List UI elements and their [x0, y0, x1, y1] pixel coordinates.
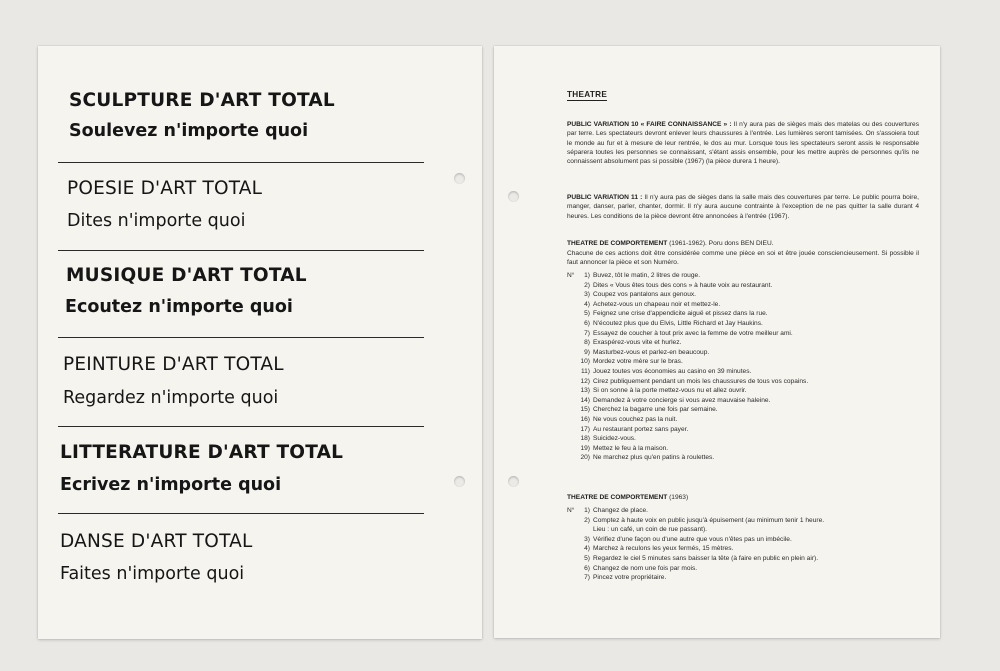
number-prefix: N°: [567, 272, 575, 279]
divider: [58, 426, 424, 427]
item-number: 10): [580, 358, 590, 366]
item-number: 3): [584, 291, 590, 299]
art-command: Regardez n'importe quoi: [63, 388, 279, 408]
comportement-intro: Chacune de ces actions doit être considérée comme une pièce en soi et être jouée consciencieusement. Si possible il faut annoncer la pièce et son Numéro.: [567, 250, 919, 267]
list-item: [567, 329, 923, 339]
item-number: 13): [580, 387, 590, 395]
art-command: Ecoutez n'importe quoi: [65, 297, 293, 317]
punch-hole: [508, 476, 519, 487]
variation-text: Il n'y aura pas de sièges dans la salle mais des couvertures par terre. Le public pourra boire, manger, danser, parler, chanter, dormir. Il n'y aura aucune contrainte à l'exception de ne pas quitter la salle durant 4 heures. Les conditions de la pièce devront être annoncées à l'entrée (1967).: [567, 194, 919, 220]
item-number: 3): [584, 535, 590, 543]
list-item: [567, 444, 923, 454]
list-item: [567, 425, 923, 435]
list-item: [567, 348, 923, 358]
divider: [58, 162, 424, 163]
list-item: [567, 377, 923, 387]
section-dates: (1963): [669, 494, 689, 501]
public-variation-11: [567, 193, 919, 221]
variation-text: Il n'y aura pas de sièges mais des matelas ou des couvertures par terre. Les spectateurs devront enlever leurs chaussures à l'entrée. Les lumières seront tamisées. On s'assoiera tout le monde au fur et à mesure de leur rentrée, le dos au mur. Lorsque tous les spectateurs seront assis le responsable séparera toutes les personnes se connaissant, s'étant assis ensemble, pour les mettre auprès de personnes qu'ils ne connaissent absolument pas si possible (1967) (la pièce durera 1 heure).: [567, 121, 919, 166]
variation-label: PUBLIC VARIATION 10 « FAIRE CONNAISSANCE » :: [567, 121, 732, 128]
item-number: 8): [584, 339, 590, 347]
item-text: Essayez de coucher à tout prix avec la femme de votre meilleur ami.: [593, 329, 793, 337]
list-item: [567, 564, 923, 574]
comportement-heading-1: [567, 239, 919, 248]
item-text: Feignez une crise d'appendicite aiguë et pissez dans la rue.: [593, 310, 768, 318]
divider: [58, 337, 424, 338]
punch-hole: [454, 173, 465, 184]
art-heading: SCULPTURE D'ART TOTAL: [69, 90, 335, 111]
item-text: Masturbez-vous et parlez-en beaucoup.: [593, 348, 710, 356]
item-text: Pincez votre propriétaire.: [593, 574, 667, 582]
list-item: [567, 290, 923, 300]
item-text: N'écoutez plus que du Elvis, Little Richard et Jay Haukins.: [593, 319, 763, 327]
item-number: 7): [584, 329, 590, 337]
left-sheet: [38, 46, 482, 639]
comportement-list-2: [567, 506, 923, 583]
item-number: 15): [580, 406, 590, 414]
public-variation-10: [567, 120, 919, 166]
variation-label: PUBLIC VARIATION 11 :: [567, 194, 643, 201]
art-heading: MUSIQUE D'ART TOTAL: [66, 265, 307, 286]
item-number: 11): [580, 367, 590, 375]
item-text: Changez de place.: [593, 507, 648, 514]
item-text: Dites « Vous êtes tous des cons » à haute voix au restaurant.: [593, 281, 773, 289]
list-item: [567, 573, 923, 583]
item-number: 4): [584, 300, 590, 308]
item-text: Achetez-vous un chapeau noir et mettez-le.: [593, 300, 721, 308]
item-number: 2): [584, 281, 590, 289]
item-text: Cherchez la bagarre une fois par semaine.: [593, 406, 718, 414]
comportement-heading-2: [567, 493, 919, 502]
section-label: THEATRE DE COMPORTEMENT: [567, 240, 668, 247]
item-text: Coupez vos pantalons aux genoux.: [593, 291, 697, 299]
list-item: [567, 516, 923, 526]
item-number: 17): [580, 425, 590, 433]
item-number: 1): [584, 507, 590, 514]
item-text: Cirez publiquement pendant un mois les chaussures de tous vos copains.: [593, 377, 809, 385]
item-text: Ne marchez plus qu'en patins à roulettes.: [593, 454, 715, 462]
item-text-continuation: Lieu : un café, un coin de rue passant).: [593, 526, 707, 534]
item-text: Ne vous couchez pas la nuit.: [593, 415, 678, 423]
item-text: Jouez toutes vos économies au casino en 39 minutes.: [593, 367, 752, 375]
punch-hole: [454, 476, 465, 487]
list-item: [567, 281, 923, 291]
list-item: [567, 309, 923, 319]
list-item: [567, 357, 923, 367]
list-item: [567, 453, 923, 463]
list-item: [567, 554, 923, 564]
item-text: Buvez, tôt le matin, 2 litres de rouge.: [593, 272, 701, 279]
divider: [58, 250, 424, 251]
item-number: 6): [584, 319, 590, 327]
page-title: THEATRE: [567, 90, 608, 99]
item-number: 5): [584, 310, 590, 318]
item-text: Vérifiez d'une façon ou d'une autre que vous n'êtes pas un imbécile.: [593, 535, 792, 543]
list-item: [567, 415, 923, 425]
item-text: Marchez à reculons les yeux fermés, 15 mètres.: [593, 545, 734, 553]
list-item: [567, 338, 923, 348]
art-command: Ecrivez n'importe quoi: [60, 475, 282, 495]
art-heading: POESIE D'ART TOTAL: [67, 178, 263, 199]
item-number: 4): [584, 545, 590, 553]
item-number: 14): [580, 396, 590, 404]
item-text: Comptez à haute voix en public jusqu'à épuisement (au minimum tenir 1 heure.: [593, 516, 825, 524]
art-heading: PEINTURE D'ART TOTAL: [63, 354, 284, 375]
divider: [58, 513, 424, 514]
item-text: Changez de nom une fois par mois.: [593, 564, 698, 572]
list-item: [567, 367, 923, 377]
art-heading: LITTERATURE D'ART TOTAL: [60, 442, 344, 463]
item-text: Demandez à votre concierge si vous avez mauvaise haleine.: [593, 396, 771, 404]
item-text: Au restaurant portez sans payer.: [593, 425, 689, 433]
list-item: [567, 319, 923, 329]
section-dates: (1961-1962). Poru dons BEN DIEU.: [669, 240, 774, 247]
list-item: [567, 506, 923, 516]
item-number: 20): [580, 454, 590, 462]
number-prefix: N°: [567, 507, 575, 514]
section-label: THEATRE DE COMPORTEMENT: [567, 494, 668, 501]
art-command: Soulevez n'importe quoi: [69, 121, 309, 141]
item-number: 7): [584, 574, 590, 582]
item-text: Regardez le ciel 5 minutes sans baisser la tête (à faire en public en plein air).: [593, 554, 819, 562]
list-item: [567, 386, 923, 396]
art-command: Dites n'importe quoi: [67, 211, 246, 231]
item-number: 1): [584, 272, 590, 279]
item-number: 5): [584, 554, 590, 562]
item-number: 16): [580, 415, 590, 423]
item-text: Mordez votre mère sur le bras.: [593, 358, 683, 366]
item-text: Si on sonne à la porte mettez-vous nu et allez ouvrir.: [593, 387, 747, 395]
art-heading: DANSE D'ART TOTAL: [60, 531, 253, 552]
list-item: [567, 405, 923, 415]
right-sheet: [494, 46, 940, 638]
list-item: [567, 434, 923, 444]
item-text: Suicidez-vous.: [593, 435, 636, 443]
item-number: 18): [580, 435, 590, 443]
item-number: 9): [584, 348, 590, 356]
item-number: 2): [584, 516, 590, 524]
punch-hole: [508, 191, 519, 202]
item-number: 12): [580, 377, 590, 385]
list-item: [567, 271, 923, 281]
art-command: Faites n'importe quoi: [60, 564, 245, 584]
item-number: 6): [584, 564, 590, 572]
list-item: [567, 300, 923, 310]
item-text: Mettez le feu à la maison.: [593, 444, 669, 452]
list-item: [567, 396, 923, 406]
item-number: 19): [580, 444, 590, 452]
list-item: [567, 544, 923, 554]
item-text: Exaspérez-vous vite et hurlez.: [593, 339, 682, 347]
comportement-list-1: [567, 271, 923, 463]
list-item: [567, 535, 923, 545]
